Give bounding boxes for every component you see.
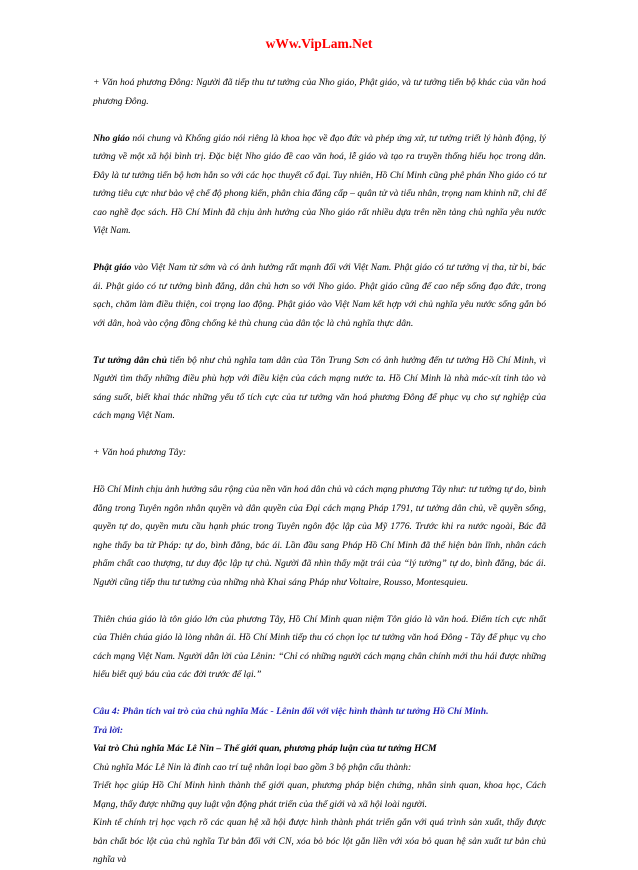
question-title: Câu 4: Phân tích vai trò của chủ nghĩa Mác - Lênin đối với việc hình thành tư tưởng Hồ Chí Minh. [93,706,489,717]
paragraph-western-influence: Hồ Chí Minh chịu ảnh hưởng sâu rộng của nền văn hoá dân chủ và cách mạng phương Tây như: tư tưởng tự do, bình đẳng trong Tuyên ngôn nhân quyền và dân quyền của Đại cách mạng Pháp 1791, tư tưởng dân chủ, về quyền sống, quyền tự do, quyền mưu cầu hạnh phúc trong Tuyên ngôn độc lập của Mỹ 1776. Trước khi ra nước ngoài, Bác đã nghe thấy ba từ Pháp: tự do, bình đẳng, bác ái. Lần đầu sang Pháp Hồ Chí Minh đã thể hiện bản lĩnh, nhân cách phẩm chất cao thượng, tư duy độc lập tự chủ. Người đã nhìn thấy mặt trái của “lý tưởng” tự do, bình đẳng, bác ái. Người cũng tiếp thu tư tưởng của những nhà Khai sáng Pháp như Voltaire, Rousso, Montesquieu. [93,484,546,588]
paragraph-democracy-text: tiến bộ như chủ nghĩa tam dân của Tôn Trung Sơn có ảnh hưởng đến tư tưởng Hồ Chí Minh, vì Người tìm thấy những điều phù hợp với điều kiện của cách mạng nước ta. Hồ Chí Minh là nhà mác-xít tinh tảo và sáng suốt, biết khai thác những yếu tố tích cực của tư tưởng văn hoá phương Đông để phục vụ cho sự nghiệp của cách mạng Việt Nam. [93,354,547,421]
paragraph-confucianism-text: nói chung và Khổng giáo nói riêng là khoa học về đạo đức và phép ứng xử, tư tưởng triết lý hành động, lý tưởng về một xã hội bình trị. Đặc biệt Nho giáo đề cao văn hoá, lễ giáo và tạo ra truyền thống hiếu học trong dân. Đây là tư tưởng tiến bộ hơn hẳn so với các học thuyết cổ đại. Tuy nhiên, Hồ Chí Minh cũng phê phán Nho giáo có tư tưởng tiêu cực như bảo vệ chế độ phong kiến, phân chia đẳng cấp – quân tử và tiểu nhân, trọng nam khinh nữ, chỉ để cao nghề đọc sách. Hồ Chí Minh đã chịu ảnh hưởng của Nho giáo rất nhiều dựa trên nền tảng chủ nghĩa yêu nước Việt Nam. [93,132,547,236]
answer-line: Kinh tế chính trị học vạch rõ các quan hệ xã hội được hình thành phát triển gắn với quá trình sản xuất, thấy được bản chất bóc lột của chủ nghĩa Tư bản đối với CN, xóa bỏ bóc lột gắn liền với xóa bỏ quan hệ sản xuất tư bản chủ nghĩa và [93,817,546,865]
paragraph-western-culture: + Văn hoá phương Tây: [93,447,187,458]
paragraph-democracy [93,352,546,426]
paragraph-buddhism-text: vào Việt Nam từ sớm và có ảnh hưởng rất mạnh đối với Việt Nam. Phật giáo có tư tưởng vị tha, từ bi, bác ái. Phật giáo có tư tưởng bình đẳng, dân chủ hơn so với Nho giáo. Phật giáo cũng để cao nếp sống đạo đức, trong sạch, chăm làm điều thiện, coi trọng lao động. Phật giáo vào Việt Nam kết hợp với chủ nghĩa yêu nước sống gắn bó với dân, hoà vào cộng đồng chống kẻ thù chung của dân tộc là chủ nghĩa thực dân. [93,262,546,329]
term-buddhism: Phật giáo [93,262,132,273]
paragraph-eastern-culture: + Văn hoá phương Đông: Người đã tiếp thu tư tưởng của Nho giáo, Phật giáo, và tư tưởng tiến bộ khác của văn hoá phương Đông. [93,77,546,107]
answer-label: Trả lời: [93,724,124,736]
answer-subheading: Vai trò Chủ nghĩa Mác Lê Nin – Thế giới quan, phương pháp luận của tư tưởng HCM [93,743,437,754]
term-confucianism: Nho giáo [93,132,130,144]
document-body [93,74,546,870]
answer-line: Chủ nghĩa Mác Lê Nin là đỉnh cao trí tuệ nhân loại bao gồm 3 bộ phận cấu thành: [93,761,412,773]
question-section [93,703,546,870]
paragraph-christianity: Thiên chúa giáo là tôn giáo lớn của phương Tây, Hồ Chí Minh quan niệm Tôn giáo là văn hoá. Điểm tích cực nhất của Thiên chúa giáo là lòng nhân ái. Hồ Chí Minh tiếp thu có chọn lọc tư tưởng văn hoá Đông - Tây để phục vụ cho cách mạng Việt Nam. Người dẫn lời của Lênin: “Chỉ có những người cách mạng chân chính mới thu hái được những hiểu biết quý báu của các đời trước để lại.” [93,613,546,680]
site-header[interactable]: wWw.VipLam.Net [265,36,373,51]
paragraph-buddhism [93,259,546,333]
answer-line: Triết học giúp Hồ Chí Minh hình thành thế giới quan, phương pháp biện chứng, nhân sinh quan, khoa học, Cách Mạng, thấy được những quy luật vận động phát triển của thế giới và xã hội loài người. [93,780,546,810]
term-democracy: Tư tưởng dân chủ [93,354,167,366]
paragraph-confucianism [93,130,546,241]
